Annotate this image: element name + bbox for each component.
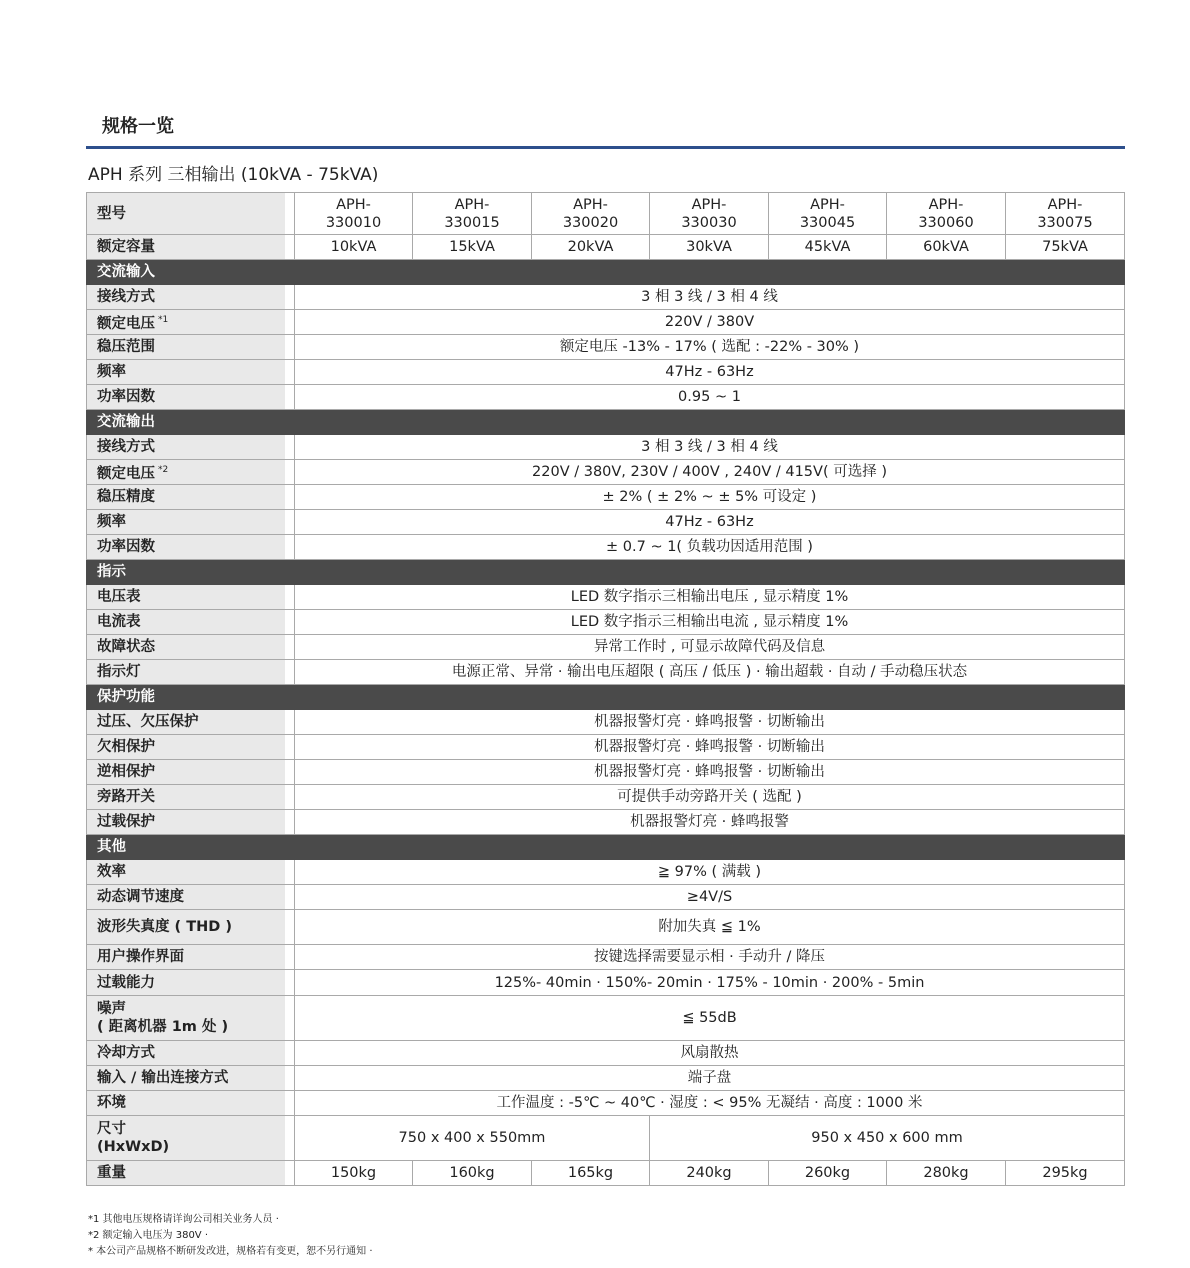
model-cell: APH- 330030 bbox=[650, 193, 769, 235]
spec-row bbox=[87, 760, 1125, 785]
row-value: 220V / 380V bbox=[295, 310, 1125, 335]
capacity-label: 额定容量 bbox=[87, 235, 285, 260]
spec-row bbox=[87, 360, 1125, 385]
row-value: 异常工作时 , 可显示故障代码及信息 bbox=[295, 635, 1125, 660]
row-label: 过载能力 bbox=[87, 970, 285, 996]
row-label: 频率 bbox=[87, 510, 285, 535]
spec-row bbox=[87, 385, 1125, 410]
footnotes bbox=[88, 1212, 373, 1260]
spec-row bbox=[87, 1091, 1125, 1116]
model-row bbox=[87, 193, 1125, 235]
row-label: 接线方式 bbox=[87, 285, 285, 310]
row-label: 稳压精度 bbox=[87, 485, 285, 510]
row-label: 接线方式 bbox=[87, 435, 285, 460]
row-value: ≥4V/S bbox=[295, 885, 1125, 910]
row-label: 用户操作界面 bbox=[87, 945, 285, 970]
spec-row bbox=[87, 460, 1125, 485]
section-header bbox=[87, 410, 1125, 435]
row-label: 电压表 bbox=[87, 585, 285, 610]
row-label: 欠相保护 bbox=[87, 735, 285, 760]
row-label: 旁路开关 bbox=[87, 785, 285, 810]
row-label: 额定电压 $^{*2}$ bbox=[87, 460, 285, 485]
weight-cell: 160kg bbox=[413, 1161, 532, 1186]
title-divider bbox=[86, 146, 1125, 149]
capacity-cell: 10kVA bbox=[295, 235, 413, 260]
footnote-marker: *1 bbox=[158, 315, 169, 326]
section-title-ac-output: 交流输出 bbox=[87, 410, 1125, 435]
row-value: 额定电压 -13% - 17% ( 选配 : -22% - 30% ) bbox=[295, 335, 1125, 360]
row-value: 可提供手动旁路开关 ( 选配 ) bbox=[295, 785, 1125, 810]
row-value: 风扇散热 bbox=[295, 1041, 1125, 1066]
spec-row bbox=[87, 510, 1125, 535]
row-value: 端子盘 bbox=[295, 1066, 1125, 1091]
spec-row bbox=[87, 996, 1125, 1041]
row-value: ≧ 97% ( 满载 ) bbox=[295, 860, 1125, 885]
row-label: 频率 bbox=[87, 360, 285, 385]
weight-cell: 240kg bbox=[650, 1161, 769, 1186]
weight-row bbox=[87, 1161, 1125, 1186]
row-value: 按键选择需要显示相 · 手动升 / 降压 bbox=[295, 945, 1125, 970]
spec-row bbox=[87, 660, 1125, 685]
row-value: 电源正常、异常 · 输出电压超限 ( 高压 / 低压 ) · 输出超载 · 自动 / 手动稳压状态 bbox=[295, 660, 1125, 685]
section-title-protection: 保护功能 bbox=[87, 685, 1125, 710]
row-value: 3 相 3 线 / 3 相 4 线 bbox=[295, 435, 1125, 460]
section-header bbox=[87, 260, 1125, 285]
row-label: 指示灯 bbox=[87, 660, 285, 685]
row-label: 过载保护 bbox=[87, 810, 285, 835]
capacity-row bbox=[87, 235, 1125, 260]
capacity-cell: 20kVA bbox=[532, 235, 650, 260]
spec-row bbox=[87, 785, 1125, 810]
model-label: 型号 bbox=[87, 193, 285, 235]
table-title: APH 系列 三相输出 (10kVA - 75kVA) bbox=[88, 165, 379, 185]
spec-row bbox=[87, 970, 1125, 996]
footnote-1: *1 其他电压规格请详询公司相关业务人员 · bbox=[88, 1214, 279, 1225]
section-header bbox=[87, 560, 1125, 585]
footnote-3: * 本公司产品规格不断研发改进，规格若有变更，恕不另行通知 · bbox=[88, 1246, 373, 1257]
row-label: 输入 / 输出连接方式 bbox=[87, 1066, 285, 1091]
row-label: 噪声 ( 距离机器 1m 处 ) bbox=[87, 996, 285, 1041]
spec-row bbox=[87, 945, 1125, 970]
row-label: 功率因数 bbox=[87, 385, 285, 410]
row-label: 冷却方式 bbox=[87, 1041, 285, 1066]
row-value: 220V / 380V, 230V / 400V , 240V / 415V( 可选择 ) bbox=[295, 460, 1125, 485]
row-value: 125%- 40min · 150%- 20min · 175% - 10min · 200% - 5min bbox=[295, 970, 1125, 996]
model-cell: APH- 330060 bbox=[887, 193, 1006, 235]
page-title: 规格一览 bbox=[102, 116, 174, 137]
spec-row bbox=[87, 435, 1125, 460]
weight-cell: 295kg bbox=[1006, 1161, 1125, 1186]
section-header bbox=[87, 835, 1125, 860]
footnote-2: *2 额定输入电压为 380V · bbox=[88, 1230, 209, 1241]
weight-cell: 280kg bbox=[887, 1161, 1006, 1186]
spec-row bbox=[87, 310, 1125, 335]
row-value: 47Hz - 63Hz bbox=[295, 360, 1125, 385]
capacity-cell: 15kVA bbox=[413, 235, 532, 260]
row-label: 环境 bbox=[87, 1091, 285, 1116]
model-cell: APH- 330015 bbox=[413, 193, 532, 235]
row-value: ± 0.7 ~ 1( 负载功因适用范围 ) bbox=[295, 535, 1125, 560]
row-label: 波形失真度 ( THD ) bbox=[87, 910, 285, 945]
capacity-cell: 75kVA bbox=[1006, 235, 1125, 260]
weight-cell: 150kg bbox=[295, 1161, 413, 1186]
row-value: 机器报警灯亮 · 蜂鸣报警 · 切断输出 bbox=[295, 760, 1125, 785]
row-value: 机器报警灯亮 · 蜂鸣报警 · 切断输出 bbox=[295, 735, 1125, 760]
spec-row bbox=[87, 810, 1125, 835]
spec-row bbox=[87, 485, 1125, 510]
model-cell: APH- 330075 bbox=[1006, 193, 1125, 235]
section-title-ac-input: 交流输入 bbox=[87, 260, 1125, 285]
model-cell: APH- 330045 bbox=[769, 193, 887, 235]
capacity-cell: 45kVA bbox=[769, 235, 887, 260]
dimensions-small: 750 x 400 x 550mm bbox=[295, 1116, 650, 1161]
capacity-cell: 60kVA bbox=[887, 235, 1006, 260]
section-title-other: 其他 bbox=[87, 835, 1125, 860]
row-label: 故障状态 bbox=[87, 635, 285, 660]
weight-cell: 260kg bbox=[769, 1161, 887, 1186]
spec-row bbox=[87, 635, 1125, 660]
row-value: ≦ 55dB bbox=[295, 996, 1125, 1041]
row-label: 动态调节速度 bbox=[87, 885, 285, 910]
model-cell: APH- 330020 bbox=[532, 193, 650, 235]
spec-row bbox=[87, 860, 1125, 885]
row-label: 过压、欠压保护 bbox=[87, 710, 285, 735]
row-label: 逆相保护 bbox=[87, 760, 285, 785]
spec-row bbox=[87, 335, 1125, 360]
dimensions-row bbox=[87, 1116, 1125, 1161]
row-value: 47Hz - 63Hz bbox=[295, 510, 1125, 535]
dimensions-label: 尺寸 (HxWxD) bbox=[87, 1116, 285, 1161]
row-value: 附加失真 ≦ 1% bbox=[295, 910, 1125, 945]
weight-cell: 165kg bbox=[532, 1161, 650, 1186]
spec-row bbox=[87, 285, 1125, 310]
row-label: 效率 bbox=[87, 860, 285, 885]
row-value: 机器报警灯亮 · 蜂鸣报警 · 切断输出 bbox=[295, 710, 1125, 735]
row-value: LED 数字指示三相输出电压 , 显示精度 1% bbox=[295, 585, 1125, 610]
model-cell: APH- 330010 bbox=[295, 193, 413, 235]
spec-table bbox=[86, 192, 1125, 1186]
spec-row bbox=[87, 1066, 1125, 1091]
row-value: LED 数字指示三相输出电流 , 显示精度 1% bbox=[295, 610, 1125, 635]
spec-row bbox=[87, 1041, 1125, 1066]
spec-row bbox=[87, 885, 1125, 910]
spec-row bbox=[87, 610, 1125, 635]
section-title-indication: 指示 bbox=[87, 560, 1125, 585]
row-value: ± 2% ( ± 2% ~ ± 5% 可设定 ) bbox=[295, 485, 1125, 510]
row-label: 电流表 bbox=[87, 610, 285, 635]
row-value: 机器报警灯亮 · 蜂鸣报警 bbox=[295, 810, 1125, 835]
weight-label: 重量 bbox=[87, 1161, 285, 1186]
row-value: 3 相 3 线 / 3 相 4 线 bbox=[295, 285, 1125, 310]
footnote-marker: *2 bbox=[158, 465, 169, 476]
spec-row bbox=[87, 585, 1125, 610]
spec-row bbox=[87, 735, 1125, 760]
row-label: 功率因数 bbox=[87, 535, 285, 560]
row-value: 工作温度 : -5℃ ~ 40℃ · 湿度 : < 95% 无凝结 · 高度 : 1000 米 bbox=[295, 1091, 1125, 1116]
spec-row bbox=[87, 910, 1125, 945]
spec-row bbox=[87, 710, 1125, 735]
capacity-cell: 30kVA bbox=[650, 235, 769, 260]
dimensions-large: 950 x 450 x 600 mm bbox=[650, 1116, 1125, 1161]
row-label: 稳压范围 bbox=[87, 335, 285, 360]
row-label: 额定电压 $^{*1}$ bbox=[87, 310, 285, 335]
spec-row bbox=[87, 535, 1125, 560]
row-value: 0.95 ~ 1 bbox=[295, 385, 1125, 410]
section-header bbox=[87, 685, 1125, 710]
